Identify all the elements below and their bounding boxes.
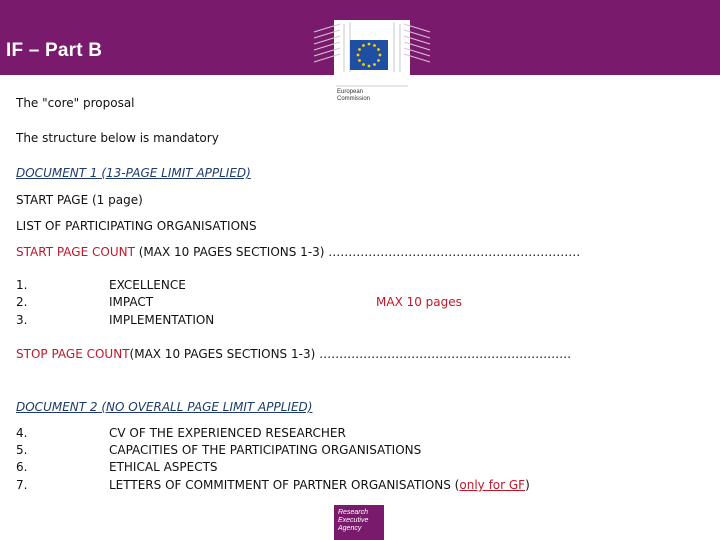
- page-title: IF – Part B: [6, 40, 103, 61]
- section-number-3: 3.: [16, 313, 28, 327]
- start-page-count-line: [16, 245, 580, 259]
- european-commission-logo: [312, 14, 432, 102]
- max-pages-note: MAX 10 pages: [376, 295, 462, 309]
- start-page-count-detail: (MAX 10 PAGES SECTIONS 1-3) ………………………………………………………: [134, 245, 581, 259]
- rea-logo-line-1: Research: [338, 509, 368, 516]
- section-letters-of-commitment: [109, 478, 530, 492]
- list-of-organisations-text: LIST OF PARTICIPATING ORGANISATIONS: [16, 219, 257, 233]
- section-excellence: EXCELLENCE: [109, 278, 186, 292]
- section-capacities: CAPACITIES OF THE PARTICIPATING ORGANISATIONS: [109, 443, 422, 457]
- stop-page-count-label: STOP PAGE COUNT: [16, 347, 130, 361]
- stop-page-count-detail: (MAX 10 PAGES SECTIONS 1-3) ………………………………………………………: [129, 347, 572, 361]
- rea-logo-line-3: Agency: [338, 525, 362, 532]
- logo-caption: [337, 89, 397, 103]
- section-implementation: IMPLEMENTATION: [109, 313, 215, 327]
- logo-caption-line-1: European: [337, 89, 364, 95]
- section-number-2: 2.: [16, 295, 28, 309]
- letters-prefix: LETTERS OF COMMITMENT OF PARTNER ORGANISATIONS (: [109, 478, 460, 492]
- start-page-text: START PAGE (1 page): [16, 193, 143, 207]
- letters-suffix: ): [525, 478, 530, 492]
- core-proposal-text: The "core" proposal: [16, 96, 135, 110]
- section-cv: CV OF THE EXPERIENCED RESEARCHER: [109, 426, 346, 440]
- logo-caption-line-2: Commission: [337, 96, 371, 102]
- section-number-5: 5.: [16, 443, 28, 457]
- start-page-count-label: START PAGE COUNT: [16, 245, 135, 259]
- section-impact: IMPACT: [109, 295, 154, 309]
- mandatory-structure-text: The structure below is mandatory: [16, 131, 219, 145]
- section-number-1: 1.: [16, 278, 28, 292]
- stop-page-count-line: [16, 347, 571, 361]
- berlaymont-building-icon: [312, 14, 432, 98]
- research-executive-agency-logo: [334, 505, 384, 540]
- section-number-7: 7.: [16, 478, 28, 492]
- document-2-heading: DOCUMENT 2 (NO OVERALL PAGE LIMIT APPLIED): [16, 400, 313, 414]
- section-number-6: 6.: [16, 460, 28, 474]
- document-1-heading: DOCUMENT 1 (13-PAGE LIMIT APPLIED): [16, 166, 251, 180]
- section-number-4: 4.: [16, 426, 28, 440]
- only-for-gf-note: only for GF: [459, 478, 526, 492]
- rea-logo-line-2: Executive: [338, 517, 369, 524]
- section-ethical-aspects: ETHICAL ASPECTS: [109, 460, 218, 474]
